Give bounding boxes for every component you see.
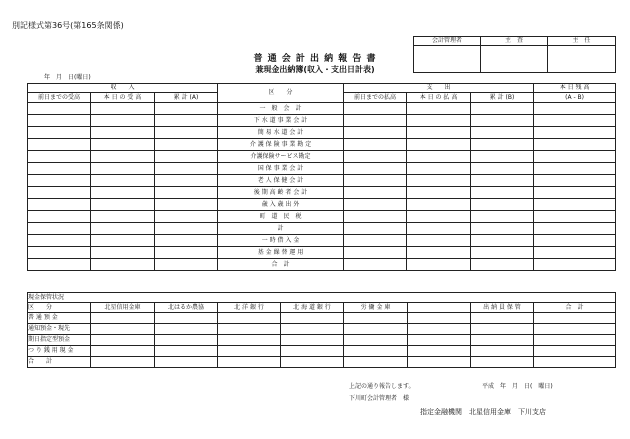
ledger-cell bbox=[91, 151, 155, 163]
balance-header: 本 日 残 高 bbox=[534, 84, 616, 93]
payments-col-today: 本 日 の 払 高 bbox=[407, 93, 471, 103]
ledger-row-label: 町 道 民 税 bbox=[218, 211, 344, 223]
cash-row-label: 通知預金・現先 bbox=[28, 324, 91, 335]
ledger-cell bbox=[155, 223, 218, 235]
cash-cell bbox=[471, 357, 534, 368]
ledger-cell bbox=[344, 247, 407, 259]
ledger-row bbox=[28, 259, 616, 271]
payments-col-previous: 前日までの払高 bbox=[344, 93, 407, 103]
ledger-cell bbox=[471, 259, 534, 271]
ledger-cell bbox=[344, 103, 407, 115]
ledger-cell bbox=[91, 175, 155, 187]
ledger-cell bbox=[28, 259, 91, 271]
ledger-cell bbox=[471, 139, 534, 151]
cash-row bbox=[28, 324, 616, 335]
cash-cell bbox=[408, 357, 471, 368]
cash-cell bbox=[534, 335, 616, 346]
ledger-cell bbox=[534, 115, 616, 127]
ledger-cell bbox=[344, 199, 407, 211]
cash-cell bbox=[408, 335, 471, 346]
cash-category-label: 区 分 bbox=[28, 303, 91, 313]
cash-col-total: 合 計 bbox=[534, 303, 616, 313]
ledger-row bbox=[28, 187, 616, 199]
ledger-cell bbox=[407, 175, 471, 187]
ledger-cell bbox=[344, 139, 407, 151]
ledger-cell bbox=[534, 187, 616, 199]
ledger-cell bbox=[534, 151, 616, 163]
ledger-row-label: 下 水 道 事 業 会 計 bbox=[218, 115, 344, 127]
ledger-cell bbox=[28, 187, 91, 199]
ledger-row bbox=[28, 175, 616, 187]
ledger-cell bbox=[344, 127, 407, 139]
cash-cell bbox=[471, 346, 534, 357]
ledger-cell bbox=[28, 199, 91, 211]
cash-row-label: 普 通 預 金 bbox=[28, 313, 91, 324]
ledger-cell bbox=[344, 175, 407, 187]
receipts-col-today: 本 日 の 受 高 bbox=[91, 93, 155, 103]
cash-cell bbox=[534, 357, 616, 368]
cash-col-hokusei: 北星信用金庫 bbox=[91, 303, 155, 313]
cash-cell bbox=[155, 335, 218, 346]
ledger-cell bbox=[155, 187, 218, 199]
ledger-cell bbox=[534, 103, 616, 115]
report-date: 平成 年 月 日( 曜日) bbox=[482, 383, 553, 390]
ledger-row-label: 簡 易 水 道 会 計 bbox=[218, 127, 344, 139]
ledger-cell bbox=[28, 235, 91, 247]
ledger-cell bbox=[471, 247, 534, 259]
ledger-cell bbox=[471, 151, 534, 163]
ledger-cell bbox=[407, 187, 471, 199]
ledger-cell bbox=[407, 211, 471, 223]
ledger-cell bbox=[471, 175, 534, 187]
cash-cell bbox=[155, 324, 218, 335]
receipts-header: 収 入 bbox=[28, 84, 218, 93]
form-code: 別記様式第36号(第165条関係) bbox=[12, 21, 124, 30]
ledger-cell bbox=[534, 139, 616, 151]
ledger-cell bbox=[91, 199, 155, 211]
cash-cell bbox=[344, 357, 408, 368]
cash-cell bbox=[155, 346, 218, 357]
cash-cell bbox=[344, 335, 408, 346]
ledger-row-label: 後 期 高 齢 者 会 計 bbox=[218, 187, 344, 199]
date-label: 年 月 日(曜日) bbox=[44, 74, 91, 81]
ledger-row-label: 歳 入 歳 出 外 bbox=[218, 199, 344, 211]
ledger-row bbox=[28, 235, 616, 247]
ledger-cell bbox=[344, 223, 407, 235]
cash-cell bbox=[91, 335, 155, 346]
cash-col-kitaharuka: 北はるか農協 bbox=[155, 303, 218, 313]
ledger-row bbox=[28, 211, 616, 223]
cash-cell bbox=[534, 313, 616, 324]
ledger-cell bbox=[28, 115, 91, 127]
cash-col-hokuyo: 北 洋 銀 行 bbox=[218, 303, 281, 313]
ledger-cell bbox=[534, 259, 616, 271]
cash-cell bbox=[91, 346, 155, 357]
cash-col-hokkaido: 北 海 道 銀 行 bbox=[281, 303, 344, 313]
cash-cell bbox=[281, 346, 344, 357]
ledger-row bbox=[28, 163, 616, 175]
reporter: 下川町会計管理者 様 bbox=[349, 395, 410, 402]
ledger-row-label: 一 時 借 入 金 bbox=[218, 235, 344, 247]
ledger-row bbox=[28, 127, 616, 139]
ledger-cell bbox=[534, 211, 616, 223]
cash-cell bbox=[281, 324, 344, 335]
ledger-row bbox=[28, 199, 616, 211]
cash-cell bbox=[91, 324, 155, 335]
cash-cell bbox=[218, 324, 281, 335]
ledger-row bbox=[28, 247, 616, 259]
cash-row bbox=[28, 335, 616, 346]
ledger-cell bbox=[91, 259, 155, 271]
ledger-cell bbox=[91, 223, 155, 235]
ledger-row-label: 介護保険サービス勘定 bbox=[218, 151, 344, 163]
ledger-cell bbox=[471, 163, 534, 175]
ledger-cell bbox=[407, 151, 471, 163]
cash-cell bbox=[218, 357, 281, 368]
cash-table bbox=[27, 292, 616, 368]
ledger-cell bbox=[155, 163, 218, 175]
approval-header-chief: 主 査 bbox=[481, 37, 548, 46]
cash-cell bbox=[534, 346, 616, 357]
ledger-cell bbox=[91, 187, 155, 199]
ledger-row-label: 老 人 保 健 会 計 bbox=[218, 175, 344, 187]
cash-cell bbox=[281, 357, 344, 368]
cash-row-label: 期日指定型預金 bbox=[28, 335, 91, 346]
ledger-cell bbox=[471, 235, 534, 247]
ledger-cell bbox=[344, 151, 407, 163]
receipts-col-previous: 前日までの受高 bbox=[28, 93, 91, 103]
ledger-row bbox=[28, 223, 616, 235]
ledger-cell bbox=[344, 187, 407, 199]
ledger-row-label: 介 護 保 険 事 業 勘 定 bbox=[218, 139, 344, 151]
ledger-cell bbox=[471, 211, 534, 223]
balance-formula: (A - B) bbox=[534, 93, 616, 103]
cash-cell bbox=[155, 357, 218, 368]
cash-cell bbox=[408, 346, 471, 357]
category-header: 区 分 bbox=[218, 84, 344, 103]
cash-cell bbox=[344, 313, 408, 324]
cash-row bbox=[28, 313, 616, 324]
ledger-cell bbox=[91, 163, 155, 175]
ledger-cell bbox=[155, 127, 218, 139]
ledger-cell bbox=[28, 223, 91, 235]
ledger-row-label: 基 金 繰 替 運 用 bbox=[218, 247, 344, 259]
ledger-cell bbox=[155, 103, 218, 115]
ledger-cell bbox=[407, 247, 471, 259]
ledger-cell bbox=[344, 259, 407, 271]
ledger-row bbox=[28, 151, 616, 163]
cash-col-cashier: 出 納 員 保 管 bbox=[471, 303, 534, 313]
main-table bbox=[27, 83, 616, 271]
ledger-cell bbox=[155, 151, 218, 163]
payments-col-cumulative: 累 計 (B) bbox=[471, 93, 534, 103]
ledger-cell bbox=[28, 151, 91, 163]
cash-row-label: つ り 銭 用 現 金 bbox=[28, 346, 91, 357]
page-subtitle: 兼現金出納簿(収入・支出日計表) bbox=[255, 65, 375, 74]
ledger-row-label: 国 保 事 業 会 計 bbox=[218, 163, 344, 175]
cash-cell bbox=[218, 335, 281, 346]
ledger-cell bbox=[534, 235, 616, 247]
cash-cell bbox=[91, 313, 155, 324]
ledger-cell bbox=[155, 211, 218, 223]
ledger-cell bbox=[407, 259, 471, 271]
cash-cell bbox=[408, 324, 471, 335]
cash-cell bbox=[344, 346, 408, 357]
ledger-cell bbox=[534, 127, 616, 139]
ledger-cell bbox=[407, 199, 471, 211]
ledger-cell bbox=[28, 247, 91, 259]
ledger-cell bbox=[91, 211, 155, 223]
cash-cell bbox=[218, 313, 281, 324]
ledger-cell bbox=[344, 235, 407, 247]
payments-header: 支 出 bbox=[344, 84, 534, 93]
ledger-row bbox=[28, 115, 616, 127]
ledger-cell bbox=[28, 175, 91, 187]
ledger-cell bbox=[155, 247, 218, 259]
ledger-row bbox=[28, 139, 616, 151]
ledger-cell bbox=[91, 103, 155, 115]
ledger-cell bbox=[407, 139, 471, 151]
ledger-cell bbox=[28, 211, 91, 223]
cash-cell bbox=[91, 357, 155, 368]
cash-table-title: 現金保管状況 bbox=[28, 293, 91, 303]
ledger-cell bbox=[28, 127, 91, 139]
cash-row-label: 合 計 bbox=[28, 357, 91, 368]
ledger-cell bbox=[471, 223, 534, 235]
ledger-row bbox=[28, 103, 616, 115]
ledger-cell bbox=[534, 163, 616, 175]
ledger-cell bbox=[28, 163, 91, 175]
ledger-cell bbox=[471, 199, 534, 211]
ledger-cell bbox=[155, 235, 218, 247]
ledger-cell bbox=[28, 139, 91, 151]
designated-bank: 指定金融機関 北星信用金庫 下川支店 bbox=[420, 408, 546, 416]
ledger-cell bbox=[471, 103, 534, 115]
ledger-cell bbox=[344, 163, 407, 175]
ledger-cell bbox=[407, 235, 471, 247]
cash-cell bbox=[281, 313, 344, 324]
ledger-cell bbox=[471, 187, 534, 199]
ledger-cell bbox=[534, 175, 616, 187]
ledger-cell bbox=[344, 211, 407, 223]
cash-cell bbox=[344, 324, 408, 335]
ledger-cell bbox=[534, 247, 616, 259]
report-text: 上記の通り報告します。 bbox=[349, 383, 415, 390]
ledger-cell bbox=[534, 199, 616, 211]
ledger-cell bbox=[534, 223, 616, 235]
cash-cell bbox=[218, 346, 281, 357]
approval-header-supervisor: 主 任 bbox=[548, 37, 616, 46]
approval-header-accounting-manager: 会計管理者 bbox=[414, 37, 481, 46]
ledger-row-label: 一 般 会 計 bbox=[218, 103, 344, 115]
ledger-cell bbox=[155, 139, 218, 151]
ledger-cell bbox=[407, 115, 471, 127]
cash-cell bbox=[155, 313, 218, 324]
ledger-cell bbox=[155, 199, 218, 211]
ledger-cell bbox=[407, 163, 471, 175]
ledger-cell bbox=[91, 127, 155, 139]
cash-col-rodo: 労 働 金 庫 bbox=[344, 303, 408, 313]
cash-cell bbox=[281, 335, 344, 346]
ledger-cell bbox=[155, 115, 218, 127]
ledger-cell bbox=[344, 115, 407, 127]
ledger-cell bbox=[28, 103, 91, 115]
ledger-cell bbox=[471, 115, 534, 127]
ledger-cell bbox=[91, 139, 155, 151]
ledger-cell bbox=[91, 115, 155, 127]
receipts-col-cumulative: 累 計 (A) bbox=[155, 93, 218, 103]
cash-cell bbox=[408, 313, 471, 324]
cash-col-blank bbox=[408, 303, 471, 313]
ledger-row-label: 計 bbox=[218, 223, 344, 235]
cash-row bbox=[28, 357, 616, 368]
cash-cell bbox=[471, 313, 534, 324]
ledger-cell bbox=[91, 235, 155, 247]
cash-cell bbox=[471, 335, 534, 346]
ledger-cell bbox=[407, 223, 471, 235]
cash-cell bbox=[471, 324, 534, 335]
ledger-cell bbox=[155, 259, 218, 271]
ledger-cell bbox=[407, 103, 471, 115]
ledger-cell bbox=[407, 127, 471, 139]
page-title: 普 通 会 計 出 納 報 告 書 bbox=[253, 54, 377, 64]
ledger-cell bbox=[155, 175, 218, 187]
cash-row bbox=[28, 346, 616, 357]
ledger-row-label: 合 計 bbox=[218, 259, 344, 271]
cash-cell bbox=[534, 324, 616, 335]
ledger-cell bbox=[471, 127, 534, 139]
ledger-cell bbox=[91, 247, 155, 259]
